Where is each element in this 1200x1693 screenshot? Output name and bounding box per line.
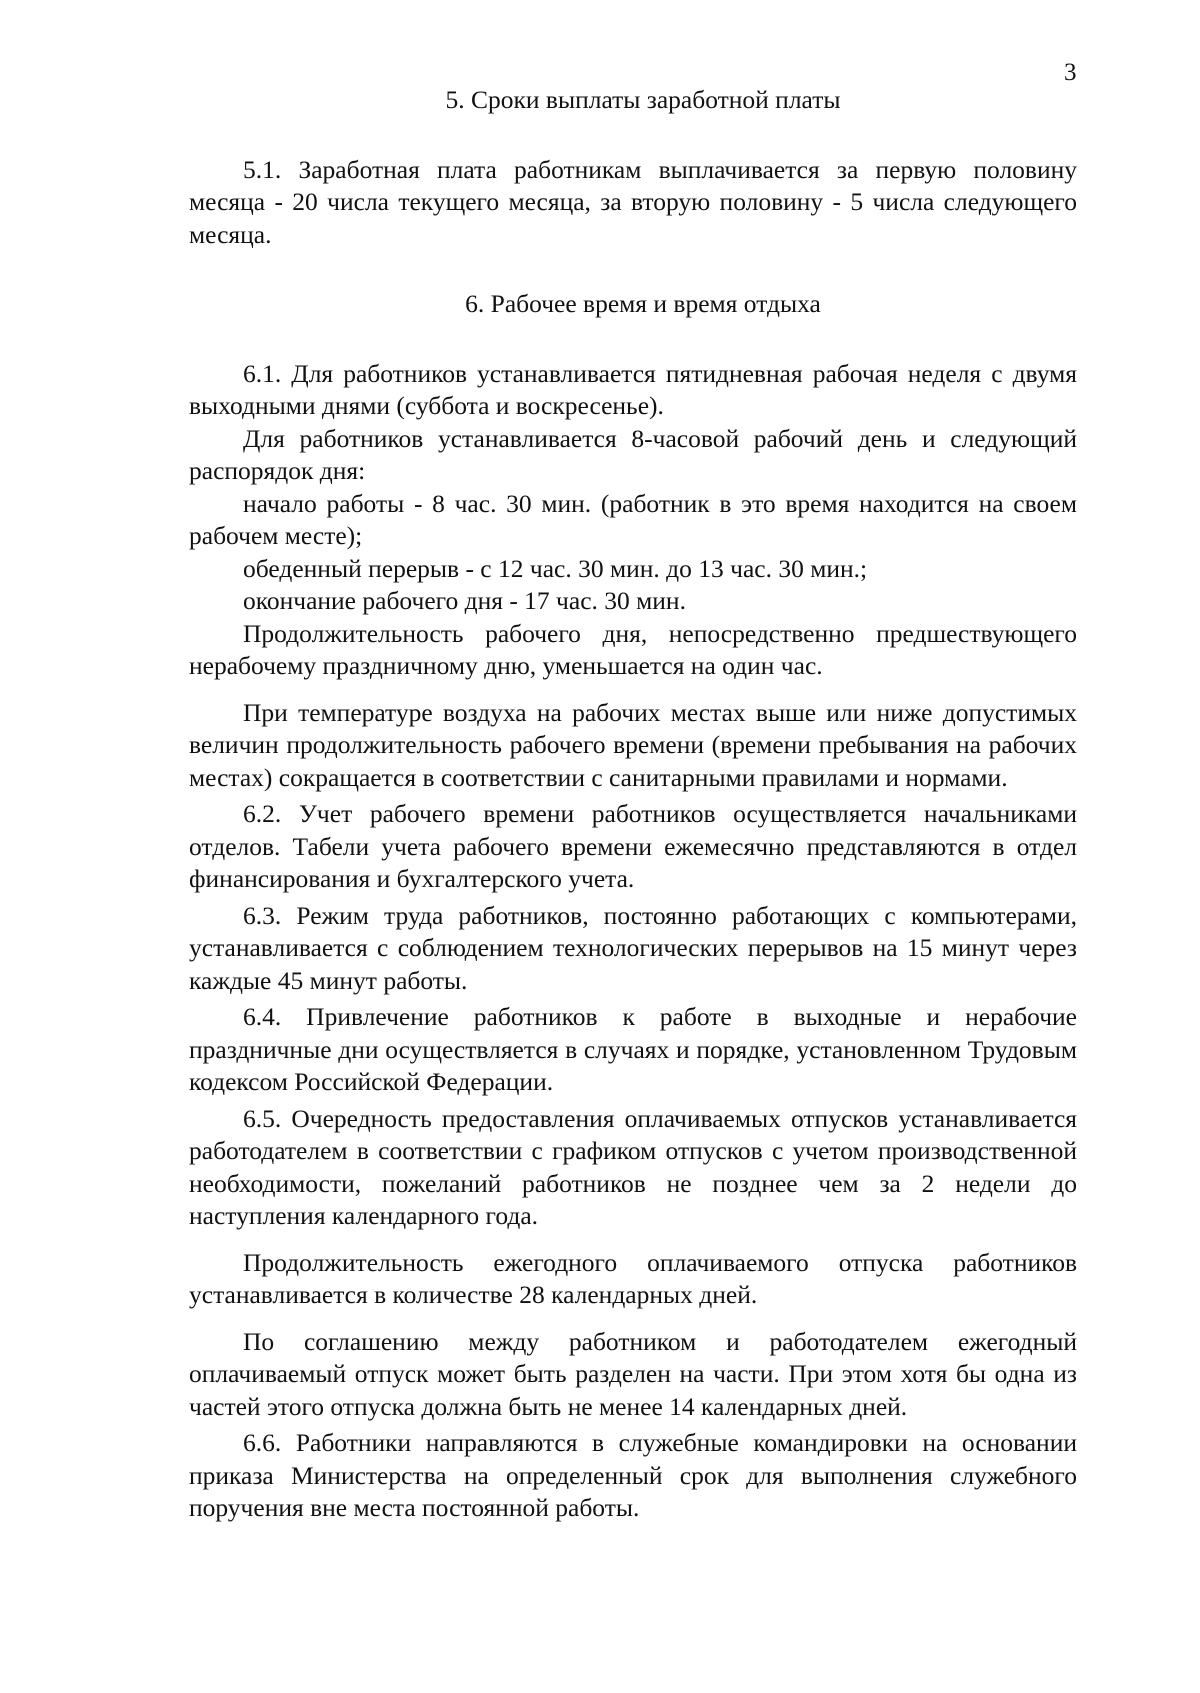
paragraph-pre-holiday: Продолжительность рабочего дня, непосредственно предшествующего нерабочему праздничному дню, уменьшается на один час. [189, 618, 1077, 680]
paragraph-6-3: 6.3. Режим труда работников, постоянно работающих с компьютерами, устанавливается с соблюдением технологических перерывов на 15 минут через каждые 45 минут работы. [189, 900, 1077, 995]
paragraph-vacation-length: Продолжительность ежегодного оплачиваемого отпуска работников устанавливается в количестве 28 календарных дней. [189, 1247, 1077, 1309]
paragraph-6-2: 6.2. Учет рабочего времени работников осуществляется начальниками отделов. Табели учета рабочего времени ежемесячно представляются в отдел финансирования и бухгалтерского учета. [189, 799, 1077, 893]
paragraph-5-1: 5.1. Заработная плата работникам выплачивается за первую половину месяца - 20 числа текущего месяца, за вторую половину - 5 числа следующего месяца. [189, 154, 1077, 249]
paragraph-vacation-split: По соглашению между работником и работодателем ежегодный оплачиваемый отпуск может быть разделен на части. При этом хотя бы одна из частей этого отпуска должна быть не менее 14 календарных дней. [189, 1326, 1077, 1421]
section-6-heading: 6. Рабочее время и время отдыха [465, 289, 821, 318]
page-number: 3 [1064, 59, 1077, 86]
paragraph-temperature: При температуре воздуха на рабочих местах выше или ниже допустимых величин продолжительность рабочего времени (времени пребывания на рабочих местах) сокращается в соответствии с санитарными правилами и нормами. [189, 697, 1077, 792]
paragraph-6-6: 6.6. Работники направляются в служебные командировки на основании приказа Министерства на определенный срок для выполнения служебного поручения вне места постоянной работы. [189, 1428, 1077, 1522]
paragraph-workday: Для работников устанавливается 8-часовой рабочий день и следующий распорядок дня: [189, 423, 1077, 485]
paragraph-lunch-break: обеденный перерыв - с 12 час. 30 мин. до 13 час. 30 мин.; [243, 553, 868, 583]
paragraph-work-start: начало работы - 8 час. 30 мин. (работник в это время находится на своем рабочем месте); [189, 488, 1077, 550]
paragraph-6-4: 6.4. Привлечение работников к работе в выходные и нерабочие праздничные дни осуществляется в случаях и порядке, установленном Трудовым кодексом Российской Федерации. [189, 1002, 1077, 1096]
document-body [189, 84, 1077, 1525]
paragraph-work-end: окончание рабочего дня - 17 час. 30 мин. [243, 586, 686, 615]
section-5-heading: 5. Сроки выплаты заработной платы [445, 85, 841, 114]
paragraph-6-1: 6.1. Для работников устанавливается пятидневная рабочая неделя с двумя выходными днями (суббота и воскресенье). [189, 358, 1077, 420]
paragraph-6-5: 6.5. Очередность предоставления оплачиваемых отпусков устанавливается работодателем в соответствии с графиком отпусков с учетом производственной необходимости, пожеланий работников не позднее чем за 2 недели до наступления календарного года. [189, 1103, 1077, 1230]
